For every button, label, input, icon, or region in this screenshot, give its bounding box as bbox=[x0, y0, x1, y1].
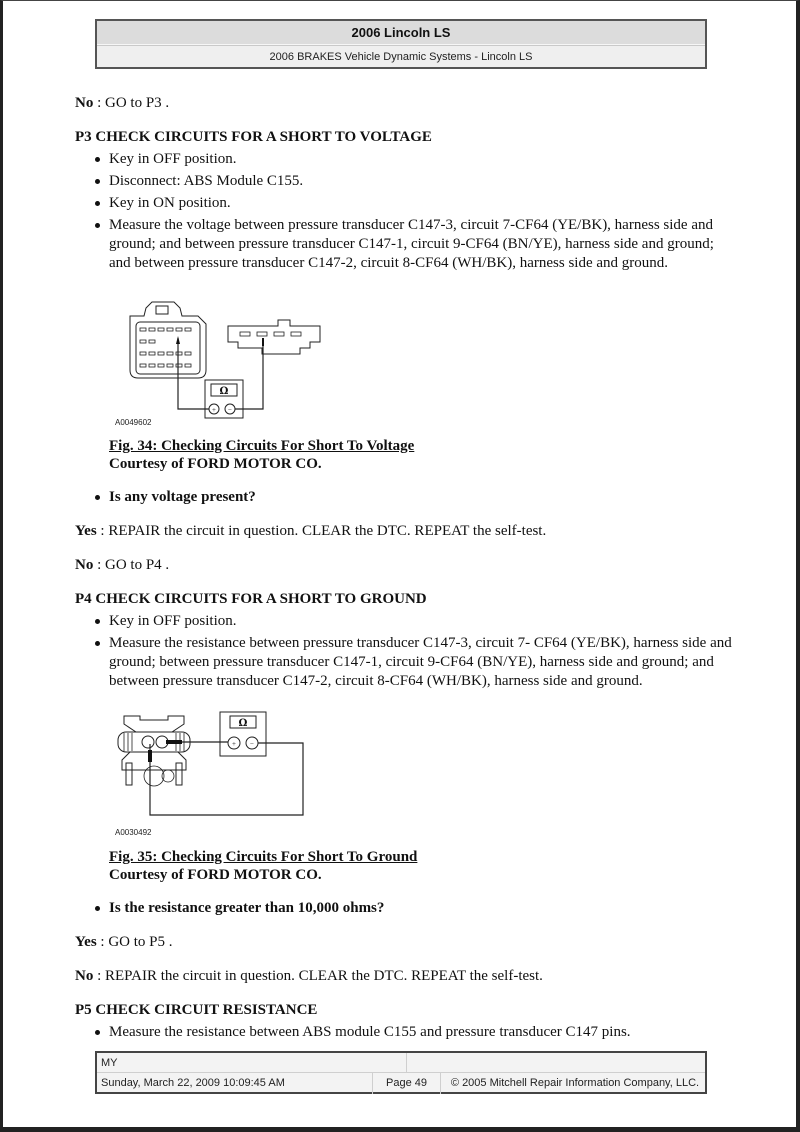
p5-heading: P5 CHECK CIRCUIT RESISTANCE bbox=[75, 1002, 318, 1018]
header-title: 2006 Lincoln LS bbox=[97, 21, 705, 45]
bullet-dot-icon bbox=[95, 619, 100, 624]
document-header bbox=[95, 19, 707, 69]
bullet-dot-icon bbox=[95, 157, 100, 162]
answer-label: No bbox=[75, 95, 94, 111]
answer-text: : REPAIR the circuit in question. CLEAR the DTC. REPEAT the self-test. bbox=[96, 523, 547, 539]
bullet-dot-icon bbox=[95, 223, 100, 228]
footer-page-number: Page 49 bbox=[373, 1073, 441, 1094]
bullet-dot-icon bbox=[95, 906, 100, 911]
figure-35-diagram bbox=[110, 708, 320, 838]
figure-courtesy: Courtesy of FORD MOTOR CO. bbox=[109, 456, 322, 472]
plus-terminal-icon: + bbox=[212, 406, 216, 414]
footer-empty-cell bbox=[407, 1053, 705, 1072]
footer-code: MY bbox=[97, 1053, 407, 1072]
transducer-icon bbox=[124, 716, 184, 732]
transducer-connector-icon bbox=[228, 320, 320, 354]
figure-34-caption bbox=[109, 437, 414, 473]
document-footer bbox=[95, 1051, 707, 1094]
ohm-symbol: Ω bbox=[238, 718, 248, 729]
bullet-dot-icon bbox=[95, 201, 100, 206]
minus-terminal-icon: − bbox=[250, 740, 254, 748]
p3-heading: P3 CHECK CIRCUITS FOR A SHORT TO VOLTAGE bbox=[75, 129, 432, 145]
p3-no-answer bbox=[75, 556, 169, 575]
answer-text: : GO to P3 . bbox=[93, 95, 170, 111]
figure-id: A0030492 bbox=[115, 828, 152, 837]
figure-caption-title: Fig. 34: Checking Circuits For Short To Voltage bbox=[109, 438, 415, 454]
header-subtitle: 2006 BRAKES Vehicle Dynamic Systems - Lincoln LS bbox=[97, 45, 705, 67]
p4-yes-answer bbox=[75, 933, 173, 952]
figure-courtesy: Courtesy of FORD MOTOR CO. bbox=[109, 867, 322, 883]
figure-34-diagram bbox=[110, 290, 350, 430]
figure-35-caption bbox=[109, 848, 417, 884]
footer-date: Sunday, March 22, 2009 10:09:45 AM bbox=[97, 1073, 373, 1094]
bullet-dot-icon bbox=[95, 641, 100, 646]
answer-text: : GO to P5 . bbox=[96, 934, 173, 950]
p4-no-answer bbox=[75, 967, 543, 986]
answer-text: : REPAIR the circuit in question. CLEAR the DTC. REPEAT the self-test. bbox=[93, 968, 543, 984]
ohm-symbol: Ω bbox=[219, 386, 229, 397]
answer-label: Yes bbox=[75, 934, 97, 950]
plus-terminal-icon: + bbox=[232, 740, 236, 748]
answer-label: Yes bbox=[75, 523, 97, 539]
answer-label: No bbox=[75, 557, 94, 573]
figure-id: A0049602 bbox=[115, 418, 152, 427]
p3-yes-answer bbox=[75, 522, 546, 541]
answer-label: No bbox=[75, 968, 94, 984]
minus-terminal-icon: − bbox=[228, 406, 232, 414]
bullet-dot-icon bbox=[95, 179, 100, 184]
answer-text: : GO to P4 . bbox=[93, 557, 170, 573]
p2-no-answer bbox=[75, 94, 169, 113]
bullet-dot-icon bbox=[95, 1030, 100, 1035]
bullet-dot-icon bbox=[95, 495, 100, 500]
figure-caption-title: Fig. 35: Checking Circuits For Short To Ground bbox=[109, 849, 418, 865]
footer-copyright: © 2005 Mitchell Repair Information Company, LLC. bbox=[450, 1077, 700, 1089]
p4-heading: P4 CHECK CIRCUITS FOR A SHORT TO GROUND bbox=[75, 591, 427, 607]
